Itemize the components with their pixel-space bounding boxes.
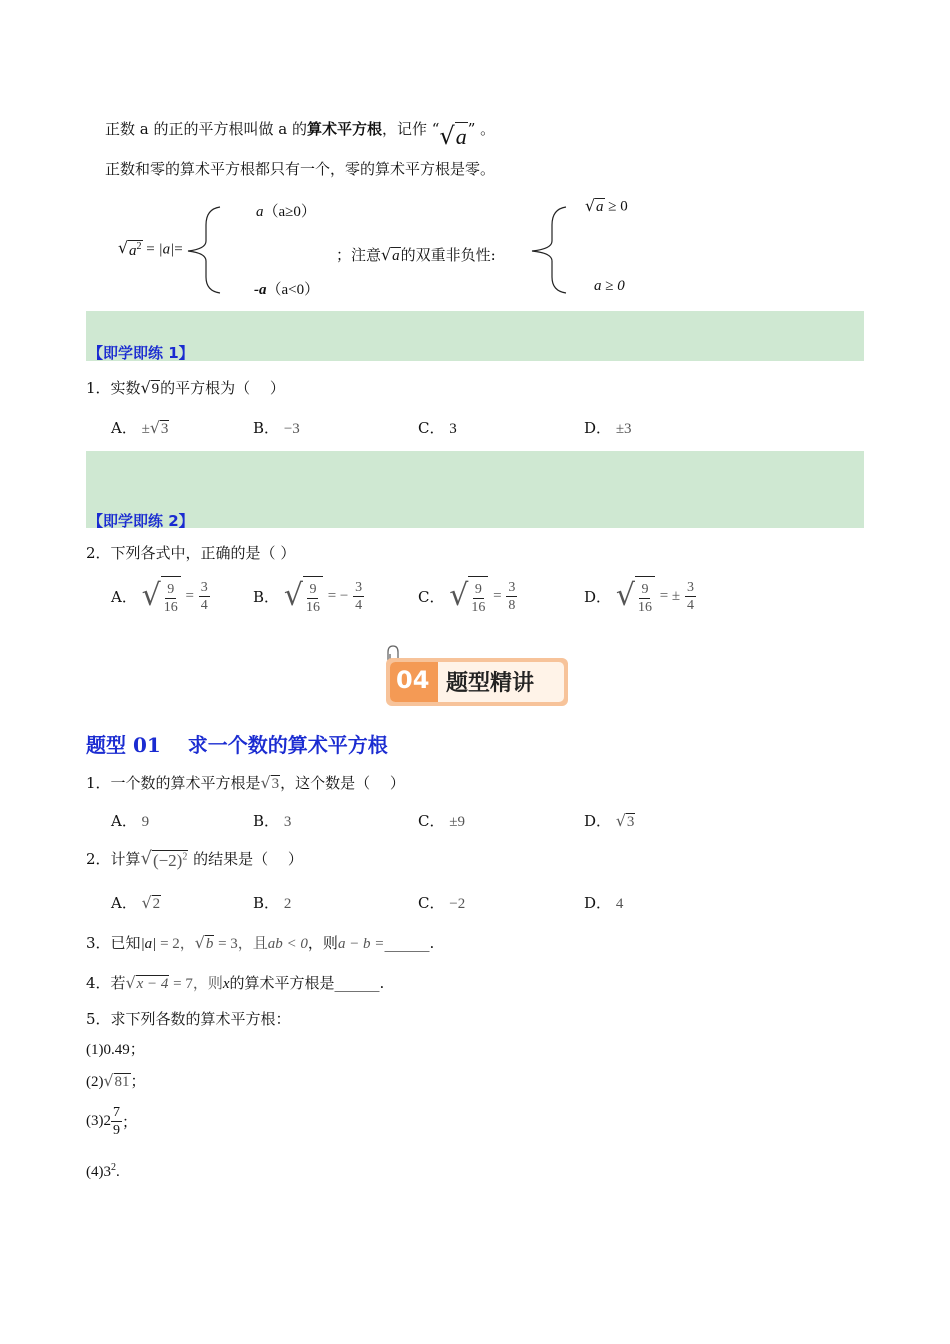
- practice-2-question: 2．下列各式中，正确的是（ ）: [86, 544, 296, 562]
- banner-number: 04: [396, 666, 430, 694]
- question-1: 1．一个数的算术平方根是 √ 3 ，这个数是（ ）: [86, 772, 405, 792]
- practice-2-option-b[interactable]: B． √ $\frac{9}{16}$ = − $\frac{3}{4}$: [253, 576, 364, 617]
- question-1-option-c[interactable]: C． ±9: [418, 812, 465, 830]
- question-2-option-a[interactable]: A． √ 2: [111, 892, 161, 912]
- left-brace: [182, 205, 222, 295]
- practice-1-question: 1．实数 √ 9 的平方根为（ ）: [86, 377, 285, 397]
- practice-1-option-c[interactable]: C． 3: [418, 419, 457, 437]
- right-cond-1: √ a ≥ 0: [585, 196, 628, 215]
- answer-blank-4[interactable]: ______: [334, 974, 380, 992]
- question-3: 3．已知|a| = 2， √ b = 3，且ab < 0，则a − b =______.: [86, 932, 435, 952]
- practice-2-label: 【即学即练 2】: [88, 512, 194, 530]
- sqrt-a-symbol: √ a: [439, 122, 467, 150]
- practice-2-option-d[interactable]: D． √ $\frac{9}{16}$ = ± $\frac{3}{4}$: [584, 576, 696, 617]
- formula-lhs: √ $a^2$ = |a|=: [118, 238, 183, 259]
- question-5: 5．求下列各数的算术平方根：: [86, 1010, 291, 1028]
- sqrt-a-squared: √ $a^2$: [118, 238, 142, 259]
- practice-2-option-a[interactable]: A． √ $\frac{9}{16}$ = $\frac{3}{4}$: [111, 576, 210, 617]
- question-2-option-c[interactable]: C． −2: [418, 894, 466, 912]
- question-2-option-d[interactable]: D． 4: [584, 894, 624, 912]
- section-banner: [386, 658, 568, 706]
- question-5-item-1: (1)0.49；: [86, 1042, 145, 1058]
- practice-2-band: [86, 451, 864, 528]
- practice-1-option-b[interactable]: B． −3: [253, 419, 300, 437]
- question-1-option-d[interactable]: D． √ 3: [584, 810, 635, 830]
- intro-text: 正数 a 的正的平方根叫做 a 的: [105, 120, 307, 138]
- question-5-item-2: (2) √ 81 ；: [86, 1071, 146, 1091]
- section-heading: 题型 01 求一个数的算术平方根: [86, 733, 388, 757]
- intro-text-3: ” 。: [467, 120, 496, 138]
- intro-line-1: [105, 118, 495, 151]
- practice-1-band: [86, 311, 864, 361]
- right-cond-2: a ≥ 0: [594, 278, 625, 294]
- answer-blank-3[interactable]: ______: [384, 934, 430, 952]
- question-1-option-a[interactable]: A． 9: [111, 812, 150, 830]
- question-2-option-b[interactable]: B． 2: [253, 894, 292, 912]
- nonneg-note: ；注意 √ a 的双重非负性:: [336, 244, 496, 264]
- right-brace: [528, 205, 568, 295]
- intro-text-2: ，记作 “: [381, 120, 440, 138]
- question-5-item-3: (3)2 $\frac{7}{9}$ ；: [86, 1105, 138, 1138]
- question-4: 4．若 √ x − 4 = 7，则x的算术平方根是______.: [86, 972, 385, 992]
- banner-title: 题型精讲: [446, 671, 535, 696]
- case-nonneg: a（a≥0）: [256, 204, 316, 220]
- intro-bold-term: 算术平方根: [306, 120, 382, 138]
- sqrt-a-note: √ a: [381, 244, 400, 264]
- intro-line-2: 正数和零的算术平方根都只有一个，零的算术平方根是零。: [105, 160, 496, 178]
- case-neg: -a（a<0）: [254, 282, 320, 298]
- practice-1-option-a[interactable]: A． ± √ 3: [111, 417, 169, 437]
- practice-1-label: 【即学即练 1】: [88, 344, 194, 362]
- question-2: 2．计算 √ $(-2)^2$ 的结果是（ ）: [86, 847, 303, 870]
- practice-2-option-c[interactable]: C． √ $\frac{9}{16}$ = $\frac{3}{8}$: [418, 576, 517, 617]
- question-1-option-b[interactable]: B． 3: [253, 812, 292, 830]
- question-5-item-4: $(4)3^2$.: [86, 1162, 120, 1180]
- practice-1-option-d[interactable]: D． ±3: [584, 419, 632, 437]
